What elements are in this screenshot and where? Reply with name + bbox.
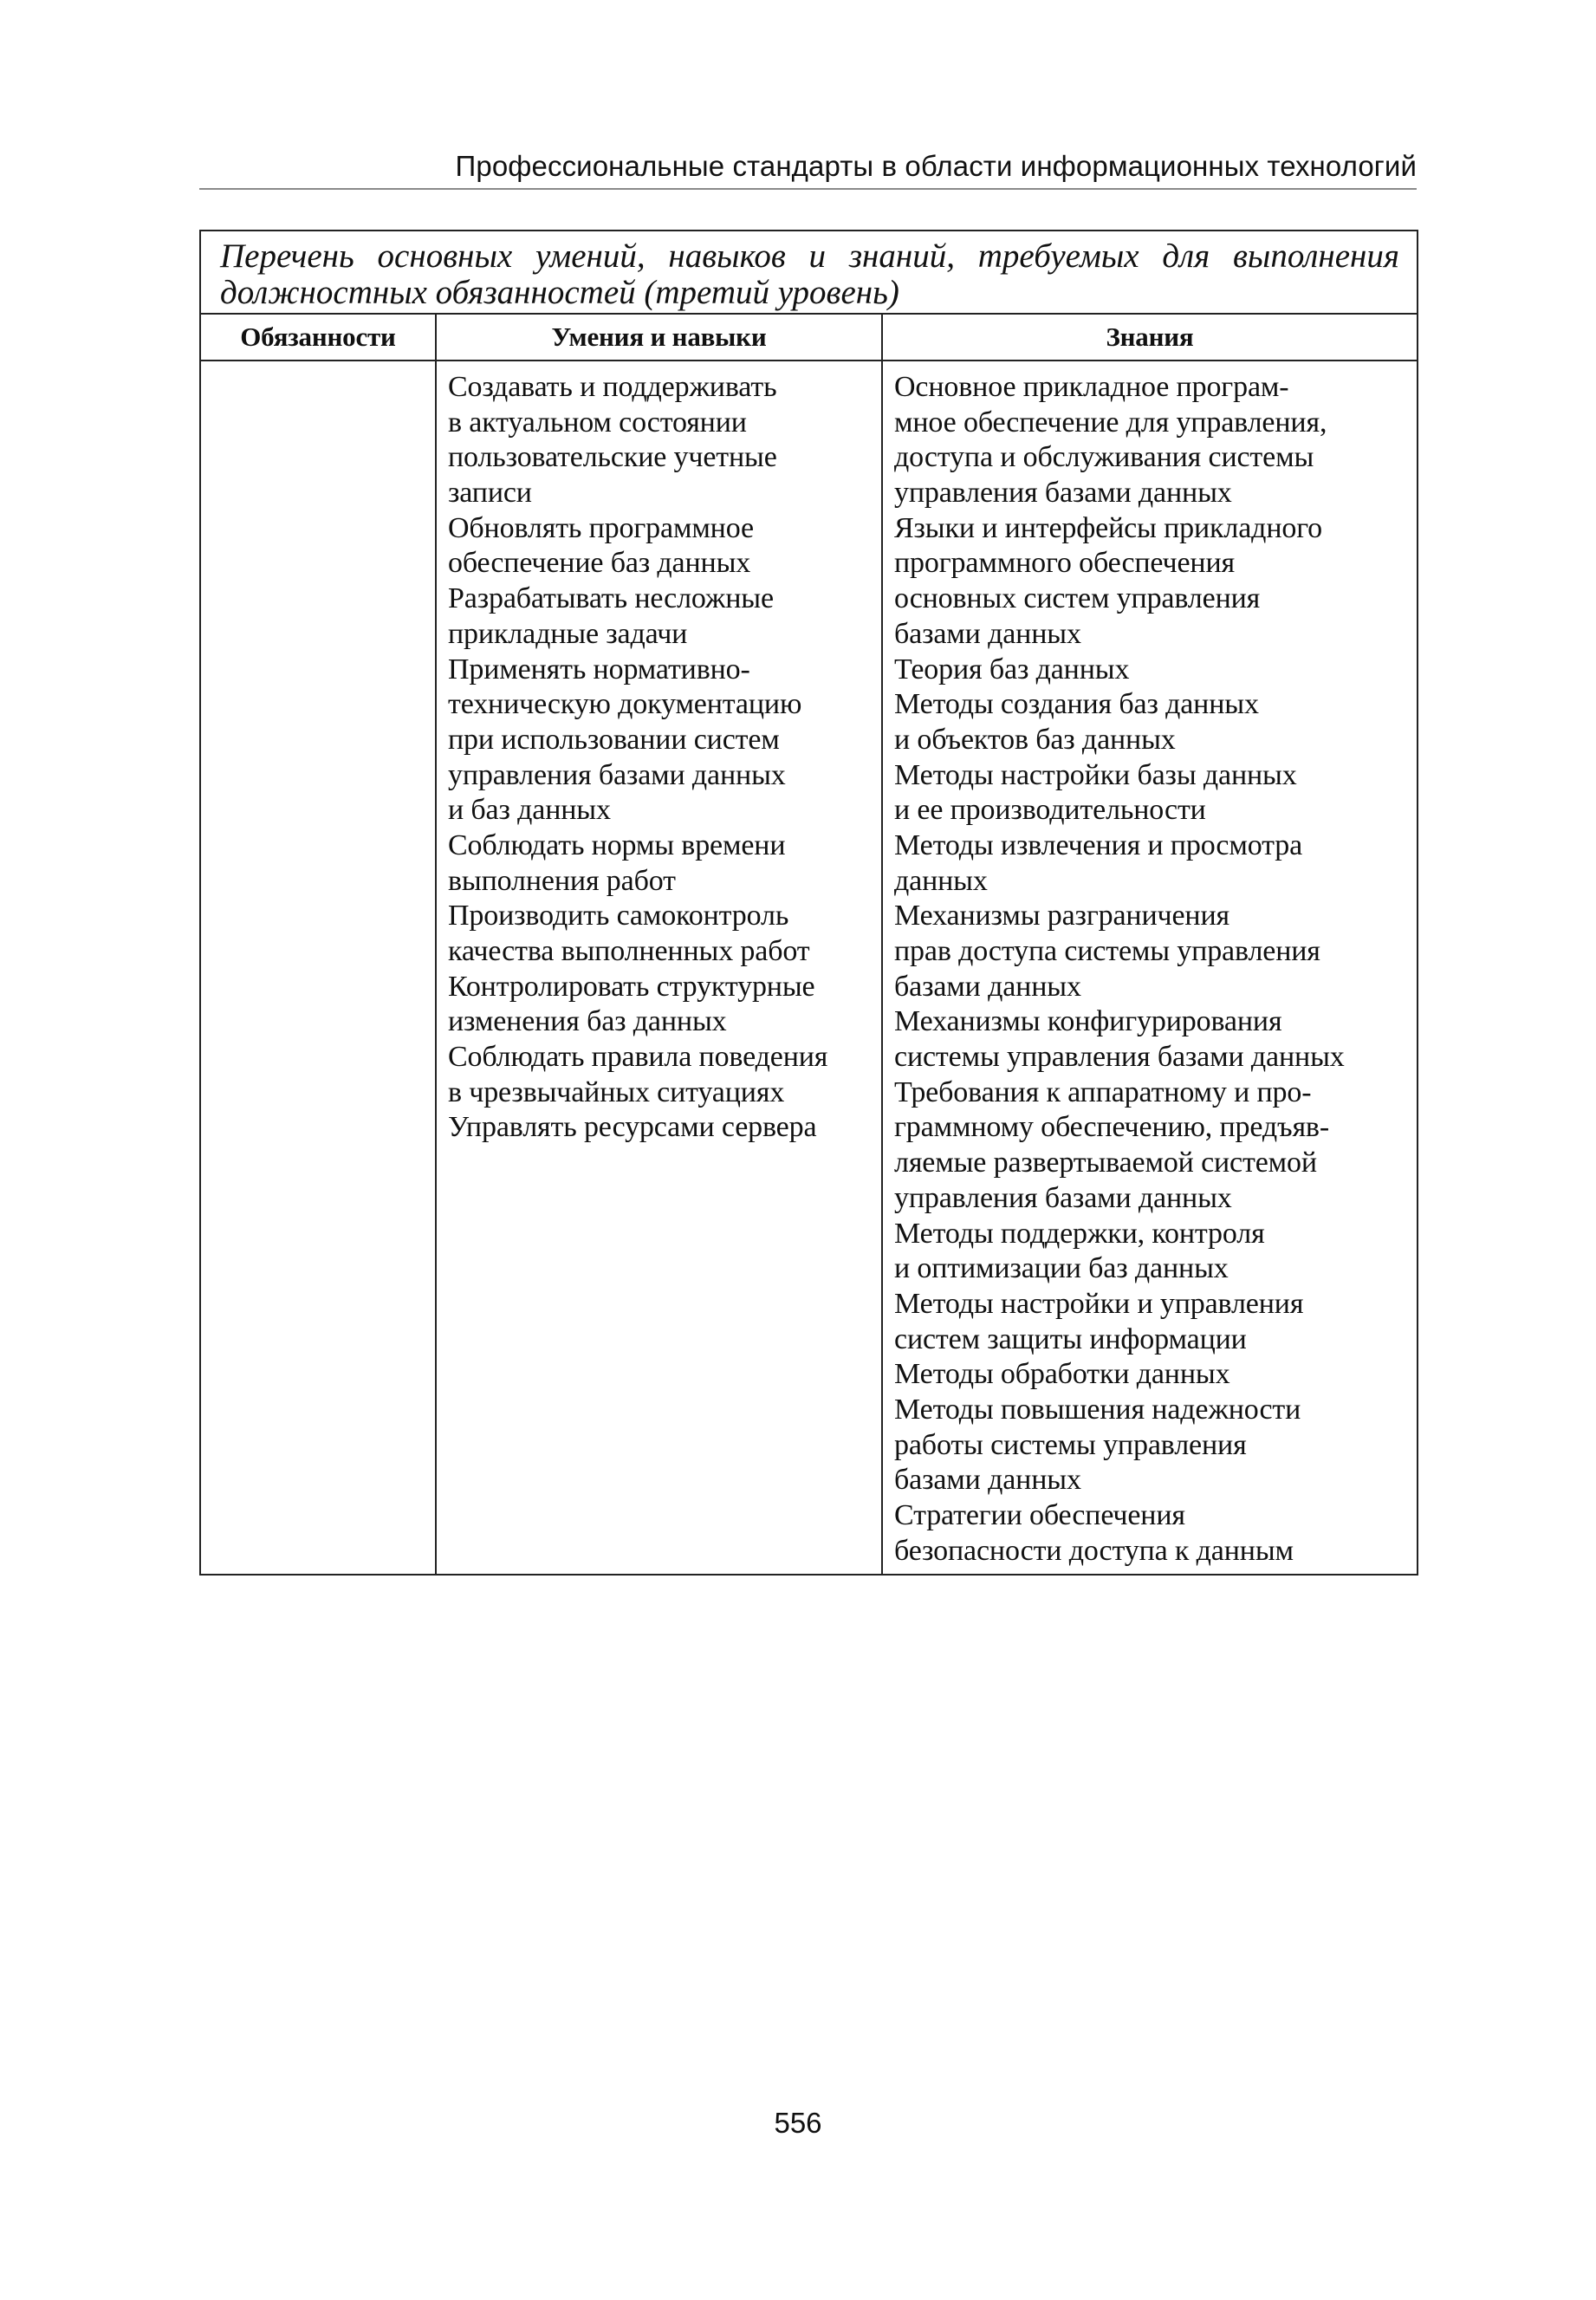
knowledge-line: Методы настройки и управления xyxy=(894,1287,1304,1320)
skills-line: в актуальном состоянии xyxy=(448,406,747,439)
knowledge-line: Методы извлечения и просмотра xyxy=(894,828,1303,861)
knowledge-line: и ее производительности xyxy=(894,794,1206,827)
skills-line: в чрезвычайных ситуациях xyxy=(448,1075,785,1108)
knowledge-line: ляемые развертываемой системой xyxy=(894,1147,1317,1179)
knowledge-line: граммному обеспечению, предъяв- xyxy=(894,1111,1330,1144)
knowledge-line: базами данных xyxy=(894,617,1081,650)
skills-line: Разрабатывать несложные xyxy=(448,582,774,615)
knowledge-line: безопасности доступа к данным xyxy=(894,1534,1294,1567)
knowledge-line: Методы создания баз данных xyxy=(894,688,1259,721)
table-caption: Перечень основных умений, навыков и знаний, требуемых для выполнения должностных обязанностей (третий уровень) xyxy=(200,231,1418,314)
competency-table xyxy=(199,230,1418,1576)
skills-line: Создавать и поддерживать xyxy=(448,371,777,403)
skills-line: Производить самоконтроль xyxy=(448,900,789,932)
skills-line: обеспечение баз данных xyxy=(448,547,751,580)
skills-line: и баз данных xyxy=(448,794,611,827)
knowledge-line: Методы обработки данных xyxy=(894,1358,1230,1391)
knowledge-line: работы системы управления xyxy=(894,1428,1247,1461)
knowledge-line: и оптимизации баз данных xyxy=(894,1252,1229,1285)
skills-line: прикладные задачи xyxy=(448,617,688,650)
knowledge-line: доступа и обслуживания системы xyxy=(894,441,1314,474)
skills-line: изменения баз данных xyxy=(448,1005,727,1038)
knowledge-line: базами данных xyxy=(894,1464,1081,1497)
duties-cell xyxy=(200,361,436,1575)
knowledge-line: данных xyxy=(894,864,988,897)
knowledge-line: Стратегии обеспечения xyxy=(894,1499,1185,1531)
skills-line: Соблюдать правила поведения xyxy=(448,1041,828,1074)
knowledge-line: управления базами данных xyxy=(894,1181,1232,1214)
skills-line: пользовательские учетные xyxy=(448,441,777,474)
knowledge-line: программного обеспечения xyxy=(894,547,1235,580)
knowledge-line: систем защиты информации xyxy=(894,1322,1247,1355)
knowledge-line: Методы повышения надежности xyxy=(894,1393,1301,1426)
knowledge-line: мное обеспечение для управления, xyxy=(894,406,1327,439)
knowledge-line: управления базами данных xyxy=(894,477,1232,510)
skills-cell xyxy=(436,361,882,1575)
knowledge-line: Механизмы конфигурирования xyxy=(894,1005,1282,1038)
knowledge-line: Методы настройки базы данных xyxy=(894,758,1297,791)
skills-line: Управлять ресурсами сервера xyxy=(448,1111,817,1144)
page-number: 556 xyxy=(774,2107,822,2139)
knowledge-line: Методы поддержки, контроля xyxy=(894,1217,1265,1250)
header-rule xyxy=(199,188,1417,190)
knowledge-line: Теория баз данных xyxy=(894,653,1130,685)
skills-line: качества выполненных работ xyxy=(448,935,810,967)
knowledge-line: основных систем управления xyxy=(894,582,1261,615)
skills-line: Контролировать структурные xyxy=(448,970,815,1003)
skills-line: Соблюдать нормы времени xyxy=(448,828,786,861)
skills-line: Применять нормативно- xyxy=(448,653,750,685)
column-header-knowledge: Знания xyxy=(882,314,1418,361)
column-header-skills: Умения и навыки xyxy=(436,314,882,361)
knowledge-line: Языки и интерфейсы прикладного xyxy=(894,511,1323,544)
skills-line: Обновлять программное xyxy=(448,511,754,544)
skills-line: записи xyxy=(448,477,532,510)
running-header: Профессиональные стандарты в области информационных технологий xyxy=(455,150,1417,182)
knowledge-line: Основное прикладное програм- xyxy=(894,371,1289,403)
knowledge-line: системы управления базами данных xyxy=(894,1041,1345,1074)
knowledge-line: Механизмы разграничения xyxy=(894,900,1229,932)
skills-line: при использовании систем xyxy=(448,723,780,756)
skills-line: управления базами данных xyxy=(448,758,786,791)
column-header-duties: Обязанности xyxy=(200,314,436,361)
knowledge-line: базами данных xyxy=(894,970,1081,1003)
knowledge-cell xyxy=(882,361,1418,1575)
knowledge-line: прав доступа системы управления xyxy=(894,935,1320,967)
skills-line: выполнения работ xyxy=(448,864,676,897)
knowledge-line: и объектов баз данных xyxy=(894,723,1176,756)
skills-line: техническую документацию xyxy=(448,688,802,721)
knowledge-line: Требования к аппаратному и про- xyxy=(894,1075,1312,1108)
